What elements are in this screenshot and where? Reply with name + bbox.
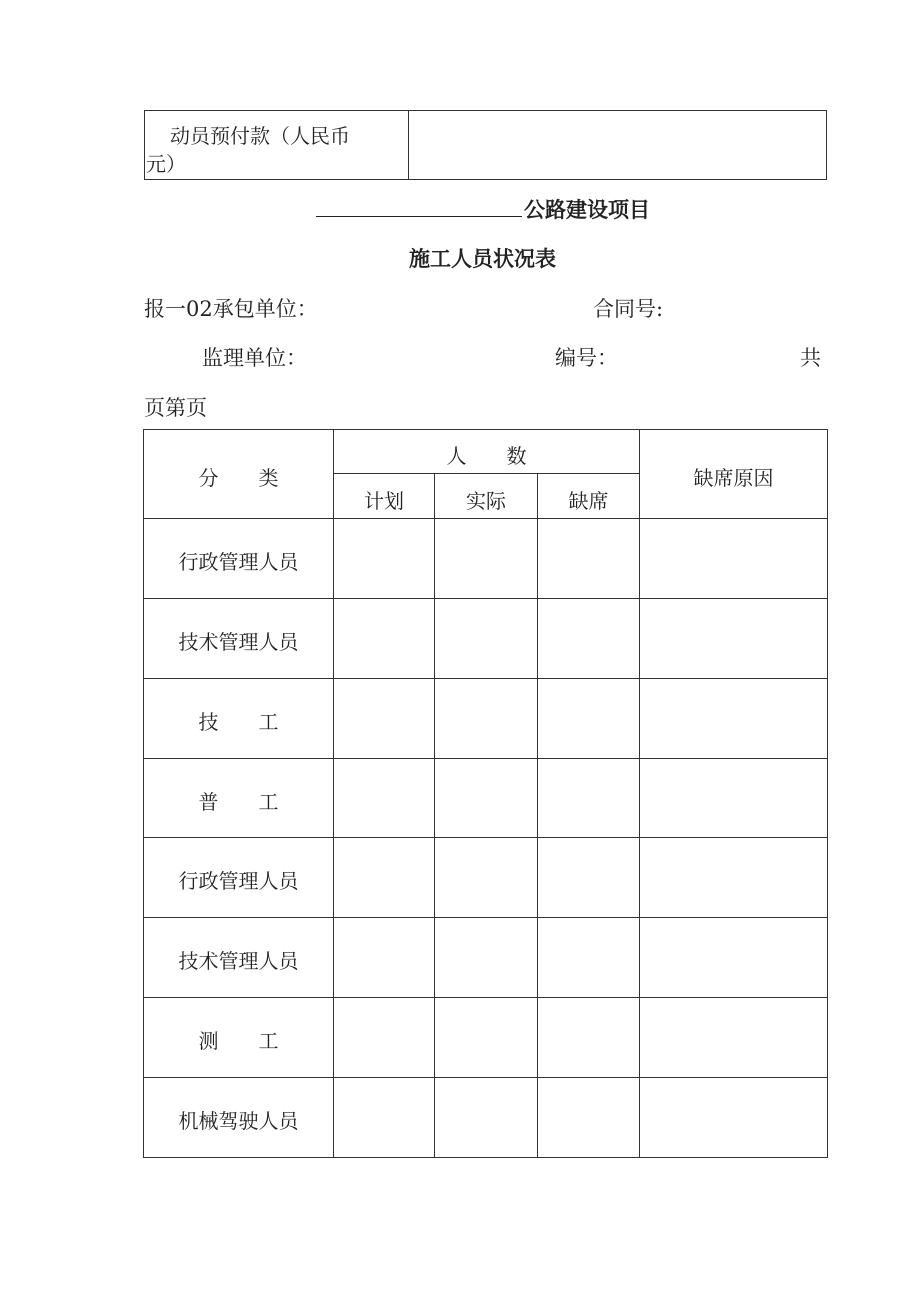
table-border-mid	[408, 110, 409, 180]
header-category: 分 类	[198, 466, 279, 490]
ptable-top-border	[143, 429, 828, 430]
ptable-bottom-border	[143, 1157, 828, 1158]
header-count: 人 数	[446, 444, 527, 468]
row-category: 机械驾驶人员	[178, 1109, 299, 1133]
project-name-blank[interactable]	[316, 198, 522, 217]
header-absence-reason: 缺席原因	[693, 466, 774, 490]
ptable-row-line	[143, 1077, 828, 1078]
ptable-row-line	[143, 678, 828, 679]
page-of-label: 页第页	[144, 396, 207, 420]
project-suffix: 公路建设项目	[524, 198, 650, 222]
ptable-right-border	[827, 429, 828, 1158]
ptable-header-bottom	[143, 518, 828, 519]
row-category: 行政管理人员	[178, 550, 299, 574]
table-border-top	[144, 110, 827, 111]
ptable-row-line	[143, 997, 828, 998]
total-pages-label: 共	[800, 346, 821, 370]
header-plan: 计划	[364, 489, 404, 513]
row-category: 测 工	[198, 1029, 279, 1053]
row-category: 技术管理人员	[178, 949, 299, 973]
row-category: 技术管理人员	[178, 630, 299, 654]
row-category: 技 工	[198, 710, 279, 734]
report-contractor-label: 报一02承包单位：	[144, 297, 318, 321]
table-border-bottom	[144, 179, 827, 180]
supervisor-label: 监理单位：	[202, 346, 307, 370]
ptable-row-line	[143, 598, 828, 599]
row-category: 行政管理人员	[178, 869, 299, 893]
ptable-col-line	[639, 429, 640, 1158]
serial-number-label: 编号：	[555, 346, 618, 370]
header-absent: 缺席	[568, 489, 609, 513]
ptable-col-line	[537, 473, 538, 1158]
advance-payment-label-line2: 元）	[146, 152, 186, 176]
ptable-row-line	[143, 758, 828, 759]
project-heading	[316, 194, 650, 224]
table-border-right	[826, 110, 827, 180]
table-border-left	[144, 110, 145, 180]
advance-payment-label-line1: 动员预付款（人民币	[170, 124, 350, 148]
ptable-row-line	[143, 917, 828, 918]
row-category: 普 工	[198, 790, 279, 814]
form-title: 施工人员状况表	[409, 247, 556, 271]
header-actual: 实际	[466, 489, 506, 513]
ptable-col-line	[434, 473, 435, 1158]
ptable-row-line	[143, 837, 828, 838]
ptable-col-line	[333, 429, 334, 1158]
ptable-subheader-line	[333, 473, 639, 474]
contract-number-label: 合同号:	[593, 297, 664, 321]
